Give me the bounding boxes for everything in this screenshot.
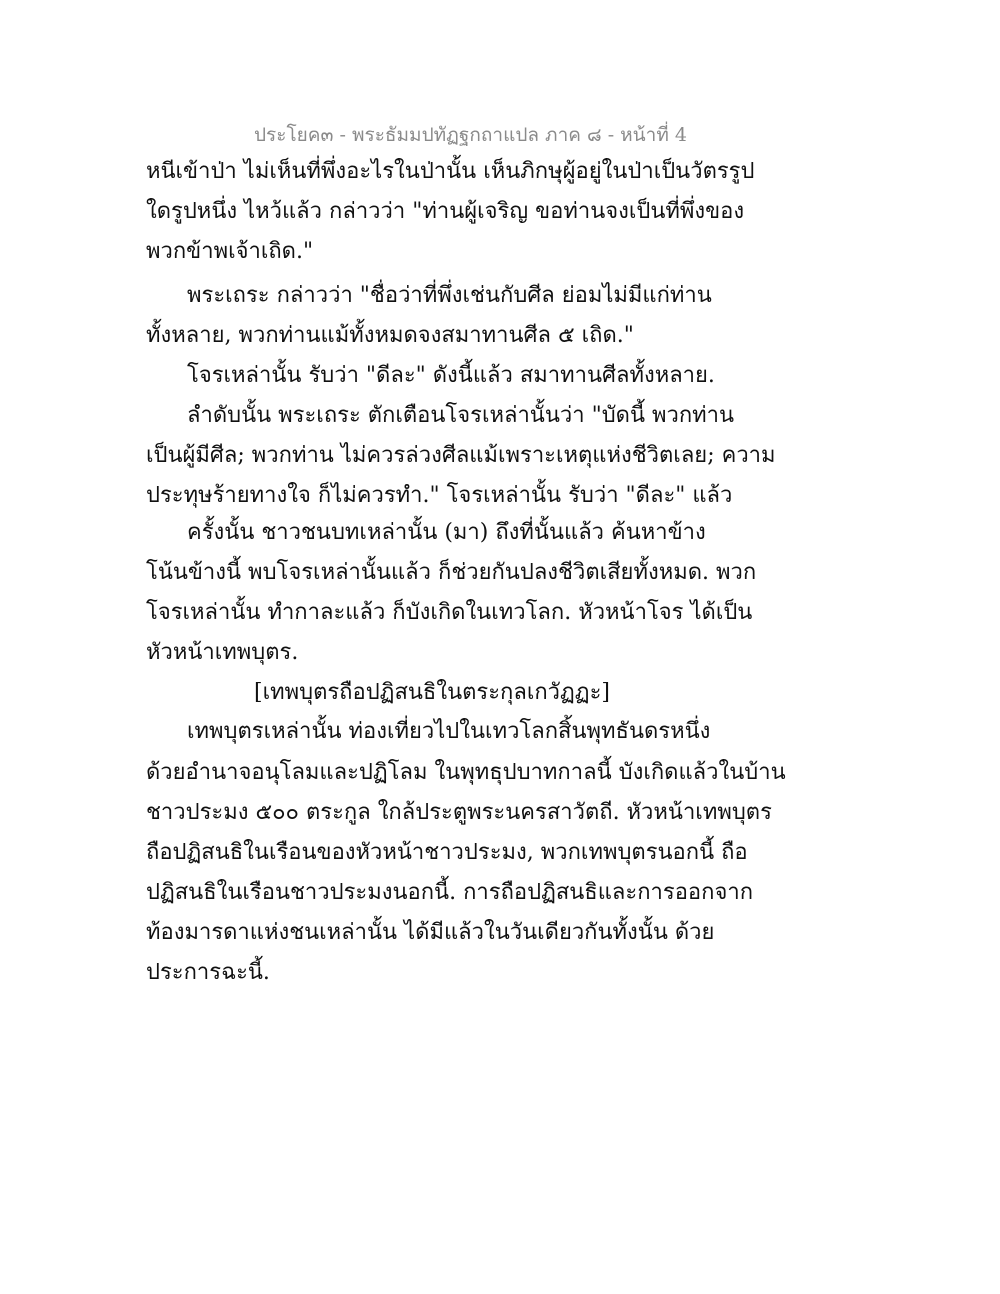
text-line: เป็นผู้มีศีล; พวกท่าน ไม่ควรล่วงศีลแม้เพราะเหตุแห่งชีวิตเลย; ความ xyxy=(146,443,776,468)
text-line: ทั้งหลาย, พวกท่านแม้ทั้งหมดจงสมาทานศีล ๕ เถิด." xyxy=(146,323,634,348)
text-line: ประทุษร้ายทางใจ ก็ไม่ควรทำ." โจรเหล่านั้น รับว่า "ดีละ" แล้ว xyxy=(146,483,733,508)
text-line: ท้องมารดาแห่งชนเหล่านั้น ได้มีแล้วในวันเดียวกันทั้งนั้น ด้วย xyxy=(146,920,715,945)
paragraph-first-line: พระเถระ กล่าวว่า "ชื่อว่าที่พึ่งเช่นกับศีล ย่อมไม่มีแก่ท่าน xyxy=(187,283,712,308)
text-line: โจรเหล่านั้น ทำกาละแล้ว ก็บังเกิดในเทวโลก. หัวหน้าโจร ได้เป็น xyxy=(146,600,753,625)
text-line: ประการฉะนี้. xyxy=(146,960,270,985)
text-line: ปฏิสนธิในเรือนชาวประมงนอกนี้. การถือปฏิสนธิและการออกจาก xyxy=(146,880,754,905)
text-line: ด้วยอำนาจอนุโลมและปฏิโลม ในพุทธุปบาทกาลนี้ บังเกิดแล้วในบ้าน xyxy=(146,760,786,785)
paragraph-first-line: ลำดับนั้น พระเถระ ตักเตือนโจรเหล่านั้นว่า "บัดนี้ พวกท่าน xyxy=(187,403,735,428)
text-line: พวกข้าพเจ้าเถิด." xyxy=(146,239,314,264)
section-heading: [เทพบุตรถือปฏิสนธิในตระกุลเกวัฏฏะ] xyxy=(254,680,610,705)
text-line: ใดรูปหนึ่ง ไหว้แล้ว กล่าวว่า "ท่านผู้เจริญ ขอท่านจงเป็นที่พึ่งของ xyxy=(146,199,745,224)
text-line: หนีเข้าป่า ไม่เห็นที่พึ่งอะไรในป่านั้น เห็นภิกษุผู้อยู่ในป่าเป็นวัตรรูป xyxy=(146,159,755,184)
text-line: หัวหน้าเทพบุตร. xyxy=(146,640,299,665)
text-line: ชาวประมง ๕๐๐ ตระกูล ใกล้ประตูพระนครสาวัตถี. หัวหน้าเทพบุตร xyxy=(146,800,772,825)
text-line: โน้นข้างนี้ พบโจรเหล่านั้นแล้ว ก็ช่วยกันปลงชีวิตเสียทั้งหมด. พวก xyxy=(146,560,757,585)
page-header: ประโยค๓ - พระธัมมปทัฏฐกถาแปล ภาค ๘ - หน้าที่ 4 xyxy=(253,124,687,146)
paragraph-first-line: เทพบุตรเหล่านั้น ท่องเที่ยวไปในเทวโลกสิ้นพุทธันดรหนึ่ง xyxy=(187,719,711,744)
paragraph-first-line: ครั้งนั้น ชาวชนบทเหล่านั้น (มา) ถึงที่นั้นแล้ว ค้นหาข้าง xyxy=(187,520,706,545)
paragraph-first-line: โจรเหล่านั้น รับว่า "ดีละ" ดังนี้แล้ว สมาทานศีลทั้งหลาย. xyxy=(187,363,715,388)
text-line: ถือปฏิสนธิในเรือนของหัวหน้าชาวประมง, พวกเทพบุตรนอกนี้ ถือ xyxy=(146,840,748,865)
